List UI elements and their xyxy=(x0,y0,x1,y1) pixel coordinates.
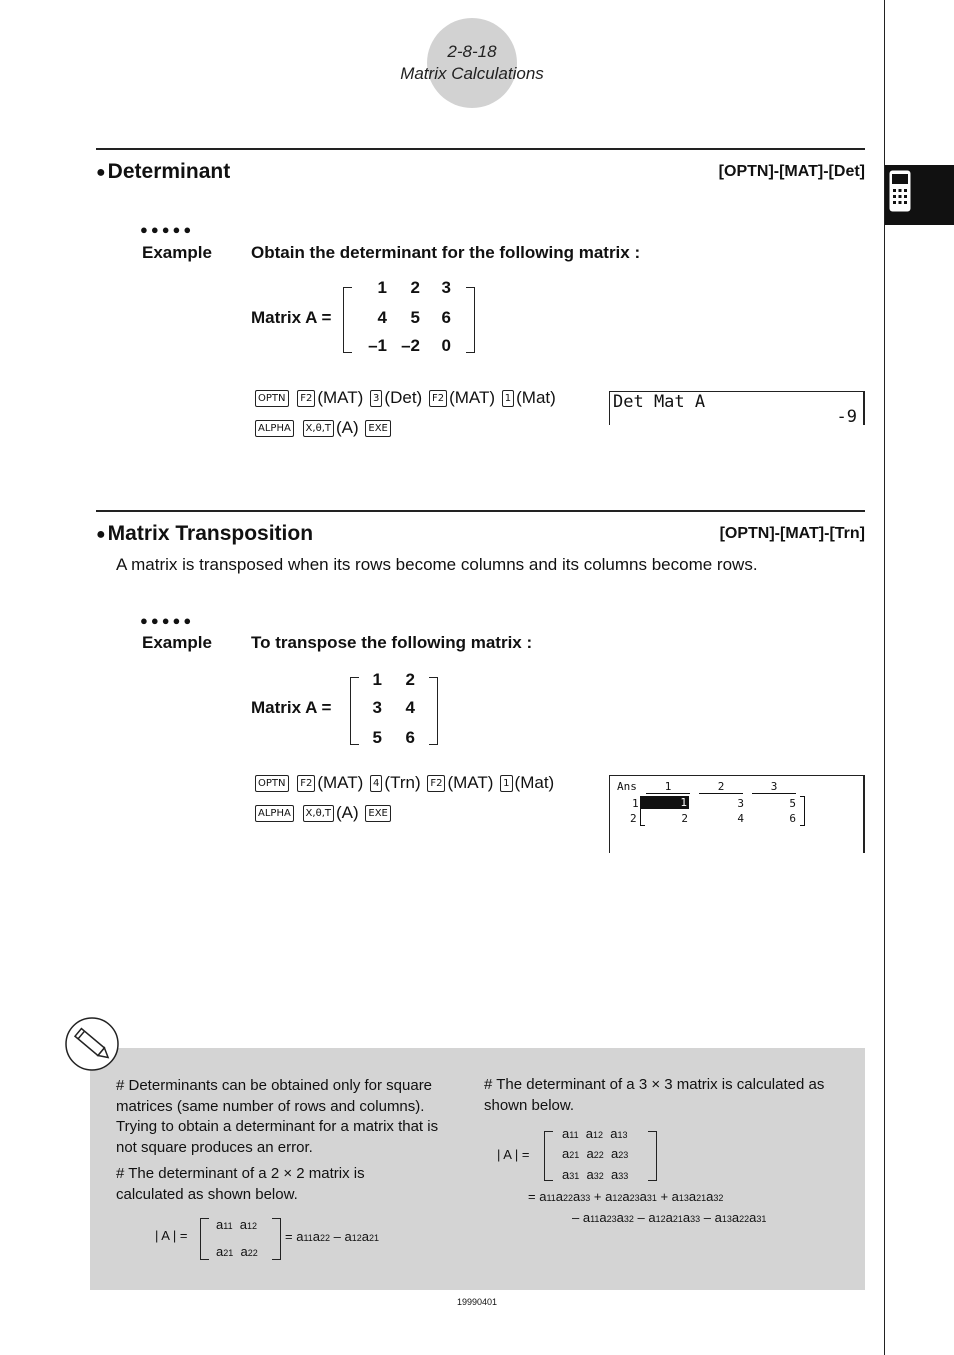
determinant-shortcut: [OPTN]-[MAT]-[Det] xyxy=(718,163,865,180)
num-key: 1 xyxy=(502,390,514,407)
footer-code: 19990401 xyxy=(456,1297,498,1307)
transpose-description: A matrix is transposed when its rows become columns and its columns become rows. xyxy=(116,555,758,574)
key-sequence-line1: OPTN F2 (MAT) 3 (Det) F2 (MAT) 1 (Mat) xyxy=(253,388,556,408)
exe-key: EXE xyxy=(365,420,391,437)
note-3x3: # The determinant of a 3 × 3 matrix is calculated as shown below. xyxy=(484,1076,825,1114)
example-text: Obtain the determinant for the following matrix : xyxy=(251,243,641,262)
calculator-screen xyxy=(609,391,865,425)
matrix-bracket-left xyxy=(343,287,352,353)
num-key: 3 xyxy=(370,390,382,407)
alpha-key: ALPHA xyxy=(255,805,294,822)
transpose-heading: ●Matrix Transposition xyxy=(96,522,314,545)
det-bracket-left xyxy=(544,1131,553,1181)
matrix-cell: 3 xyxy=(372,698,382,717)
screen-row-header: 2 xyxy=(630,812,637,825)
det3-row3: a31 a32 a33 xyxy=(562,1167,629,1182)
matrix-cell: 2 xyxy=(410,278,420,297)
example-text: To transpose the following matrix : xyxy=(251,633,533,652)
section-title: Matrix Calculations xyxy=(400,64,544,83)
example-dots: ●●●●● xyxy=(140,613,195,628)
f2-key: F2 xyxy=(427,775,445,792)
matrix-cell: –2 xyxy=(401,336,420,355)
screen-cell: 3 xyxy=(737,797,744,810)
example-dots: ●●●●● xyxy=(140,222,195,237)
matrix-cell: 0 xyxy=(441,336,451,355)
f2-key: F2 xyxy=(297,775,315,792)
pencil-icon xyxy=(64,1016,120,1072)
matrix-label: Matrix A = xyxy=(251,308,332,327)
optn-key: OPTN xyxy=(255,390,289,407)
section-rule xyxy=(96,510,865,512)
page-number: 2-8-18 xyxy=(447,42,497,61)
matrix-cell: 5 xyxy=(372,728,382,747)
xthetat-key: X,θ,T xyxy=(303,420,334,437)
matrix-cell: 6 xyxy=(441,308,451,327)
screen-cell: 6 xyxy=(789,812,796,825)
example-label: Example xyxy=(142,243,212,262)
transpose-shortcut: [OPTN]-[MAT]-[Trn] xyxy=(719,525,865,542)
matrix-cell: 4 xyxy=(405,698,415,717)
screen-cell-selected: 1 xyxy=(641,796,689,809)
header-circle xyxy=(427,18,517,108)
det2-row1: a11 a12 xyxy=(216,1217,258,1232)
screen-row-header: 1 xyxy=(632,797,639,810)
num-key: 1 xyxy=(500,775,512,792)
abs-a-label: | A | = xyxy=(497,1147,530,1162)
screen-cell: 2 xyxy=(681,812,688,825)
matrix-cell: 4 xyxy=(377,308,387,327)
alpha-key: ALPHA xyxy=(255,420,294,437)
note-2x2: # The determinant of a 2 × 2 matrix is calculated as shown below. xyxy=(116,1165,365,1203)
screen-cell: 4 xyxy=(737,812,744,825)
screen-col-header: 2 xyxy=(699,780,743,794)
calculator-screen xyxy=(609,775,865,853)
note-square-matrix: # Determinants can be obtained only for square matrices (same number of rows and columns). Trying to obtain a determinant for a matrix that is not square produces an error. xyxy=(116,1077,439,1156)
optn-key: OPTN xyxy=(255,775,289,792)
matrix-cell: 1 xyxy=(372,670,382,689)
abs-a-label: | A | = xyxy=(155,1228,188,1243)
det3-rhs-line1: = a11a22a33 + a12a23a31 + a13a21a32 xyxy=(528,1189,724,1204)
matrix-cell: 2 xyxy=(405,670,415,689)
screen-bracket-left xyxy=(640,796,645,826)
screen-cell: 5 xyxy=(789,797,796,810)
matrix-cell: 5 xyxy=(410,308,420,327)
det-bracket-right xyxy=(272,1218,281,1260)
matrix-cell: 3 xyxy=(441,278,451,297)
key-sequence-line2: ALPHA X,θ,T (A) EXE xyxy=(253,418,393,438)
det3-row2: a21 a22 a23 xyxy=(562,1146,629,1161)
det2-row2: a21 a22 xyxy=(216,1244,258,1259)
screen-col-header: 1 xyxy=(646,780,690,794)
det-bracket-right xyxy=(648,1131,657,1181)
screen-bracket-right xyxy=(800,796,805,826)
calculator-icon xyxy=(889,170,911,212)
det3-row1: a11 a12 a13 xyxy=(562,1126,628,1141)
matrix-bracket-right xyxy=(466,287,475,353)
matrix-cell: 1 xyxy=(377,278,387,297)
screen-col-header: 3 xyxy=(752,780,796,794)
screen-matrix-name: Ans xyxy=(617,780,637,793)
matrix-cell: 6 xyxy=(405,728,415,747)
screen-result: -9 xyxy=(836,407,857,427)
f2-key: F2 xyxy=(429,390,447,407)
det2-rhs: = a11a22 – a12a21 xyxy=(285,1229,379,1244)
matrix-bracket-right xyxy=(429,677,438,745)
determinant-heading: ●Determinant xyxy=(96,160,231,183)
det3-rhs-line2: – a11a23a32 – a12a21a33 – a13a22a31 xyxy=(572,1210,767,1225)
example-label: Example xyxy=(142,633,212,652)
xthetat-key: X,θ,T xyxy=(303,805,334,822)
det-bracket-left xyxy=(200,1218,209,1260)
section-rule xyxy=(96,148,865,150)
exe-key: EXE xyxy=(365,805,391,822)
key-sequence-line2: ALPHA X,θ,T (A) EXE xyxy=(253,803,393,823)
matrix-cell: –1 xyxy=(368,336,387,355)
screen-expression: Det Mat A xyxy=(613,392,706,412)
key-sequence-line1: OPTN F2 (MAT) 4 (Trn) F2 (MAT) 1 (Mat) xyxy=(253,773,554,793)
f2-key: F2 xyxy=(297,390,315,407)
matrix-label: Matrix A = xyxy=(251,698,332,717)
num-key: 4 xyxy=(370,775,382,792)
